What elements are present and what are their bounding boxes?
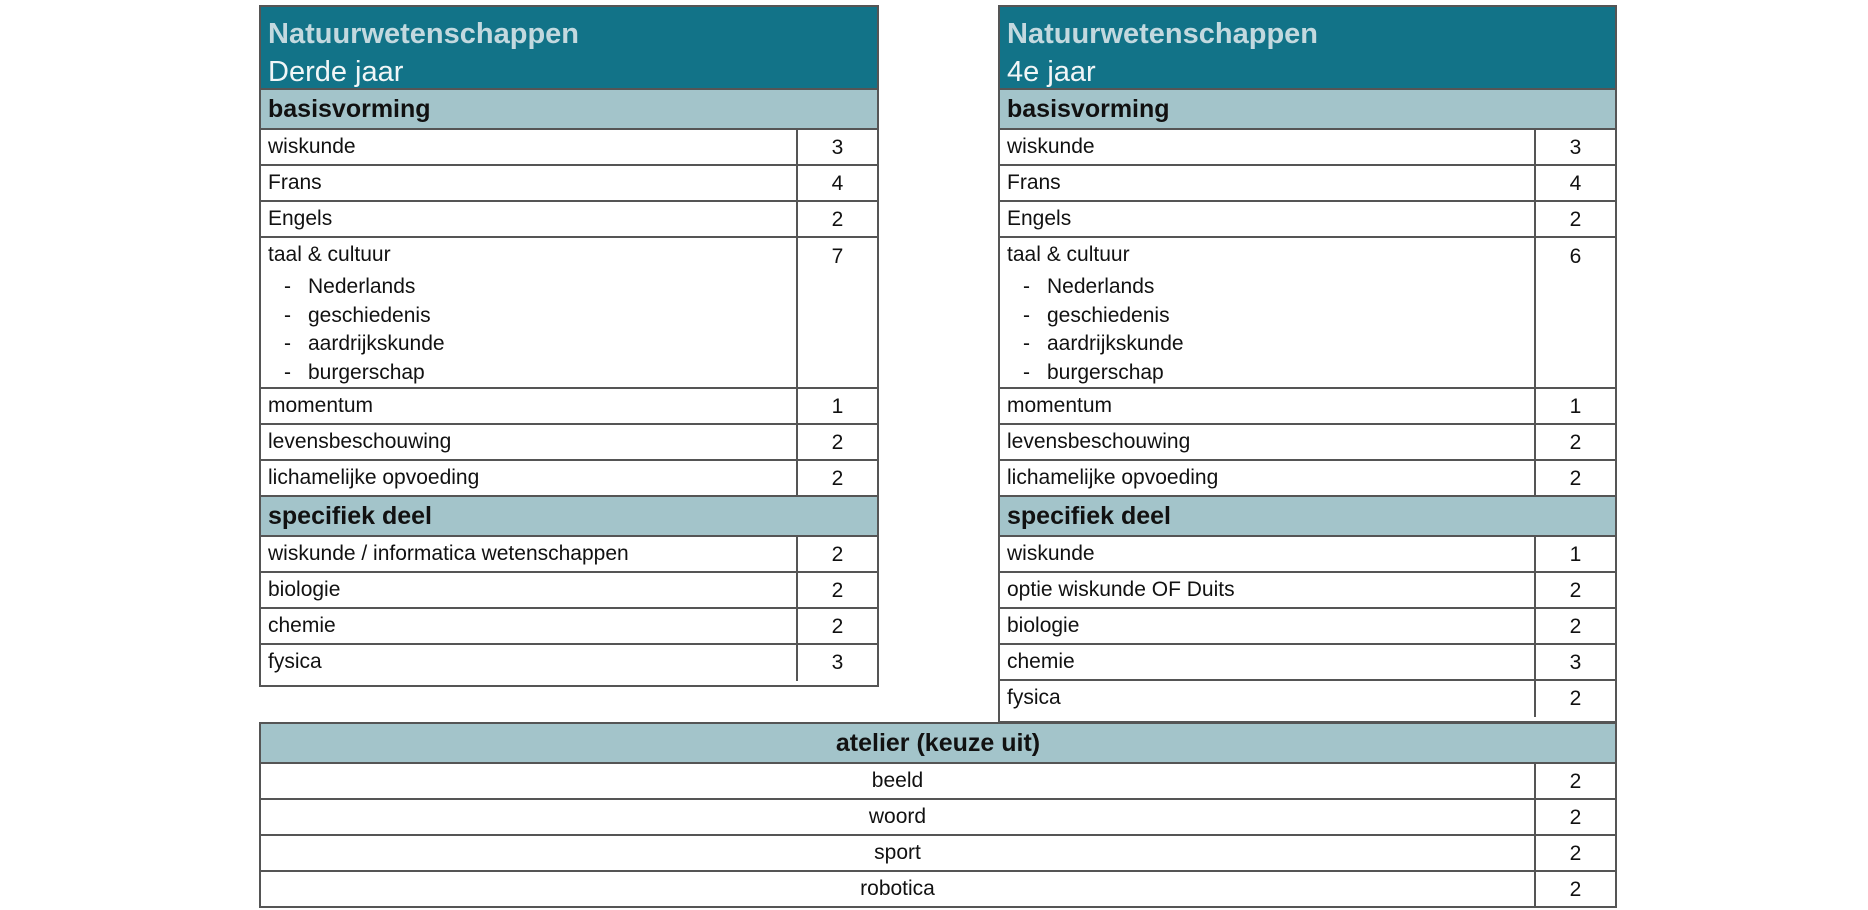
subject-label: Frans [261, 166, 798, 200]
atelier-label: beeld [261, 764, 1536, 798]
subject-label: optie wiskunde OF Duits [1000, 573, 1536, 607]
table-row [261, 537, 877, 573]
hours-value: 2 [1569, 842, 1582, 865]
table-row [1000, 681, 1615, 717]
hours-value: 2 [831, 467, 844, 490]
table-row [261, 389, 877, 425]
subject-label: levensbeschouwing [1000, 425, 1536, 459]
table-row [1000, 609, 1615, 645]
hours-value: 2 [1569, 208, 1582, 231]
subject-label: lichamelijke opvoeding [261, 461, 798, 495]
sub-subject: - aardrijkskunde [1023, 332, 1184, 355]
hours-value: 2 [831, 579, 844, 602]
hours-value: 2 [1569, 687, 1582, 710]
subject-label: fysica [261, 645, 798, 681]
subject-label: Engels [1000, 202, 1536, 236]
table-title [261, 7, 877, 90]
sub-subject: - burgerschap [1023, 360, 1164, 384]
hours-value: 1 [1569, 395, 1582, 418]
sub-subject-list [1007, 273, 1534, 387]
table-row [1000, 537, 1615, 573]
sub-subject: - burgerschap [284, 360, 425, 384]
hours-value: 2 [1569, 615, 1582, 638]
hours-value: 2 [1569, 878, 1582, 901]
hours-value: 2 [831, 431, 844, 454]
table-row [1000, 645, 1615, 681]
table-derde-jaar [259, 5, 879, 687]
sub-subject: - Nederlands [284, 275, 416, 298]
section-atelier: atelier (keuze uit) [261, 724, 1615, 764]
table-row [1000, 389, 1615, 425]
table-row [261, 800, 1615, 836]
table-row [261, 872, 1615, 908]
sub-subject-list [268, 273, 796, 387]
hours-value: 2 [1569, 431, 1582, 454]
subject-label: fysica [1000, 681, 1536, 717]
subject-label: biologie [1000, 609, 1536, 643]
section-basisvorming: basisvorming [261, 90, 877, 130]
subject-label: biologie [261, 573, 798, 607]
sub-subject: - Nederlands [1023, 275, 1155, 298]
subject-label: momentum [1000, 389, 1536, 423]
hours-value: 2 [831, 615, 844, 638]
subject-label: lichamelijke opvoeding [1000, 461, 1536, 495]
section-specifiek-deel: specifiek deel [1000, 497, 1615, 537]
subject-label: wiskunde [1000, 537, 1536, 571]
subject-label: momentum [261, 389, 798, 423]
sub-subject: - aardrijkskunde [284, 332, 445, 355]
table-row [1000, 166, 1615, 202]
hours-value: 4 [831, 172, 844, 195]
year-label: Derde jaar [268, 56, 404, 88]
table-row [261, 166, 877, 202]
table-row [261, 202, 877, 238]
table-title [1000, 7, 1615, 90]
program-name: Natuurwetenschappen [1007, 18, 1318, 50]
atelier-label: robotica [261, 872, 1536, 908]
hours-value: 3 [831, 136, 844, 159]
hours-value: 2 [1569, 467, 1582, 490]
table-row [261, 609, 877, 645]
table-row [1000, 130, 1615, 166]
atelier-label: sport [261, 836, 1536, 870]
section-basisvorming: basisvorming [1000, 90, 1615, 130]
hours-value: 1 [1569, 543, 1582, 566]
table-row [261, 425, 877, 461]
subject-label: wiskunde [1000, 130, 1536, 164]
table-atelier [259, 722, 1617, 908]
table-row [261, 645, 877, 681]
subject-label: Engels [261, 202, 798, 236]
hours-value: 3 [831, 651, 844, 674]
hours-value: 4 [1569, 172, 1582, 195]
hours-value: 2 [1569, 770, 1582, 793]
hours-value: 3 [1569, 136, 1582, 159]
year-label: 4e jaar [1007, 56, 1096, 88]
subject-label: chemie [1000, 645, 1536, 679]
hours-value: 3 [1569, 651, 1582, 674]
hours-value: 2 [831, 208, 844, 231]
table-row [1000, 202, 1615, 238]
table-row [261, 836, 1615, 872]
hours-value: 6 [1569, 245, 1582, 268]
table-4e-jaar [998, 5, 1617, 723]
hours-value: 2 [1569, 806, 1582, 829]
section-specifiek-deel: specifiek deel [261, 497, 877, 537]
subject-label: taal & cultuur [1007, 243, 1130, 266]
program-name: Natuurwetenschappen [268, 18, 579, 50]
table-row [1000, 573, 1615, 609]
subject-label: wiskunde / informatica wetenschappen [261, 537, 798, 571]
subject-label: Frans [1000, 166, 1536, 200]
table-row [261, 130, 877, 166]
subject-label: chemie [261, 609, 798, 643]
atelier-label: woord [261, 800, 1536, 834]
sub-subject: - geschiedenis [1023, 303, 1170, 327]
table-row [261, 573, 877, 609]
subject-label: levensbeschouwing [261, 425, 798, 459]
table-row [261, 461, 877, 497]
hours-value: 2 [1569, 579, 1582, 602]
table-row-taal-cultuur [261, 238, 877, 389]
sub-subject: - geschiedenis [284, 303, 431, 327]
table-row [261, 764, 1615, 800]
table-row [1000, 461, 1615, 497]
table-row [1000, 425, 1615, 461]
hours-value: 1 [831, 395, 844, 418]
subject-label: taal & cultuur [268, 243, 391, 266]
hours-value: 2 [831, 543, 844, 566]
table-row-taal-cultuur [1000, 238, 1615, 389]
subject-label: wiskunde [261, 130, 798, 164]
hours-value: 7 [831, 245, 844, 268]
